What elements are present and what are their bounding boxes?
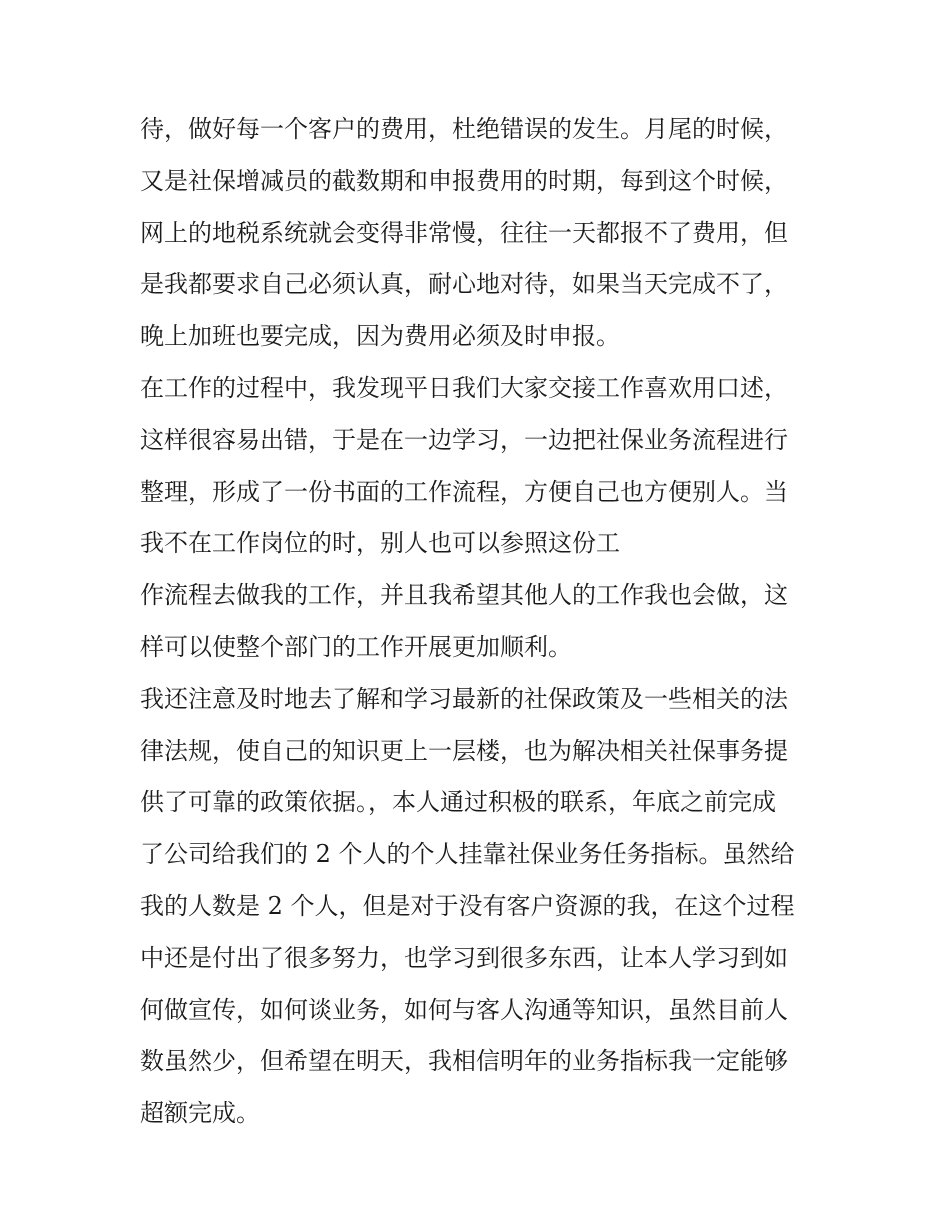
text-line-17: 中还是付出了很多努力，也学习到很多东西，让本人学习到如	[140, 943, 788, 972]
text-line-9: 我不在工作岗位的时，别人也可以参照这份工	[140, 529, 620, 558]
document-body	[140, 104, 820, 1140]
text-line-19: 数虽然少，但希望在明天，我相信明年的业务指标我一定能够	[140, 1047, 788, 1076]
text-line-2: 又是社保增减员的截数期和申报费用的时期，每到这个时候，	[140, 166, 788, 195]
text-line-3: 网上的地税系统就会变得非常慢，往往一天都报不了费用，但	[140, 218, 788, 247]
text-line-8: 整理，形成了一份书面的工作流程，方便自己也方便别人。当	[140, 477, 788, 506]
text-line-20: 超额完成。	[140, 1099, 260, 1128]
text-line-5: 晚上加班也要完成，因为费用必须及时申报。	[140, 322, 620, 351]
text-line-4: 是我都要求自己必须认真，耐心地对待，如果当天完成不了，	[140, 270, 788, 299]
text-line-18: 何做宣传，如何谈业务，如何与客人沟通等知识，虽然目前人	[140, 995, 788, 1024]
text-line-11: 样可以使整个部门的工作开展更加顺利。	[140, 632, 572, 661]
text-line-10: 作流程去做我的工作，并且我希望其他人的工作我也会做，这	[140, 581, 788, 610]
text-line-15: 了公司给我们的 2 个人的个人挂靠社保业务任务指标。虽然给	[140, 840, 795, 869]
text-line-6: 在工作的过程中，我发现平日我们大家交接工作喜欢用口述，	[140, 373, 788, 402]
text-line-13: 律法规，使自己的知识更上一层楼，也为解决相关社保事务提	[140, 736, 788, 765]
text-line-16: 我的人数是 2 个人，但是对于没有客户资源的我，在这个过程	[140, 891, 795, 920]
text-line-14: 供了可靠的政策依据。，本人通过积极的联系，年底之前完成	[140, 788, 776, 817]
text-line-12: 我还注意及时地去了解和学习最新的社保政策及一些相关的法	[140, 684, 788, 713]
text-line-1: 待，做好每一个客户的费用，杜绝错误的发生。月尾的时候，	[140, 115, 788, 143]
text-line-7: 这样很容易出错，于是在一边学习，一边把社保业务流程进行	[140, 425, 788, 454]
